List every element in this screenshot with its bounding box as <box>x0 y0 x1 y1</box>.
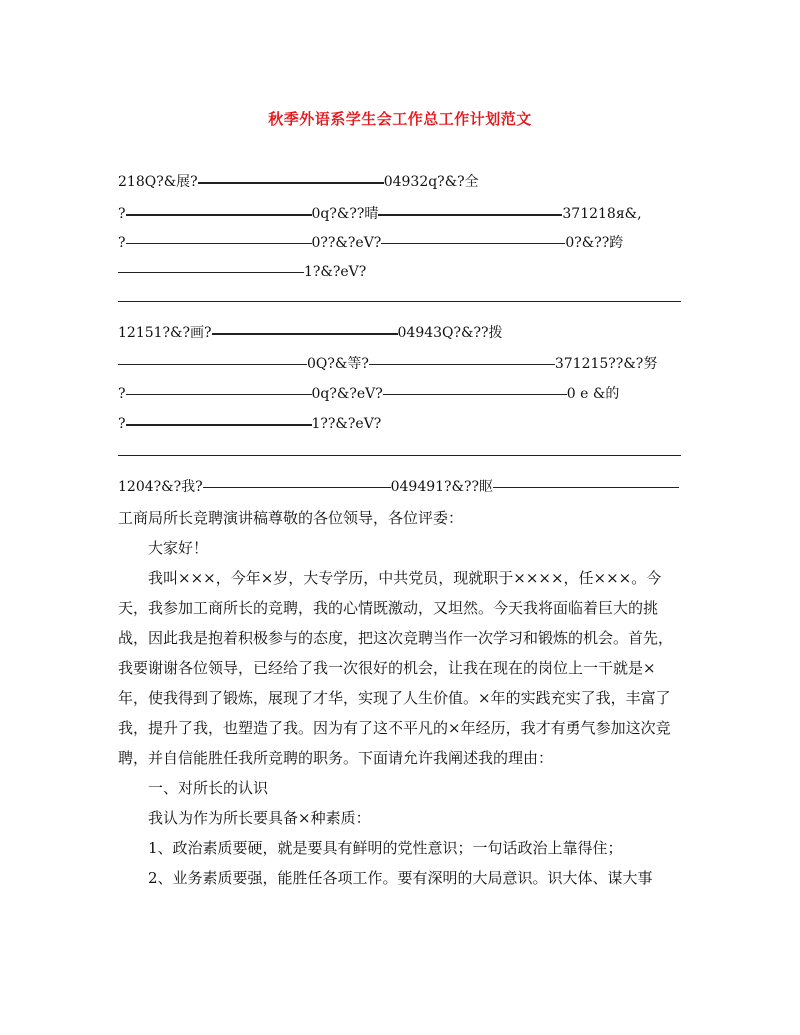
form-row <box>118 323 503 343</box>
row-text: 0??&?eV? <box>311 235 382 251</box>
form-row <box>118 384 619 404</box>
row-text: 371218я&, <box>562 206 642 222</box>
fill-line <box>118 364 307 365</box>
fill-line <box>203 487 391 488</box>
row-text: 0 е &的 <box>566 386 620 402</box>
divider <box>118 301 681 302</box>
row-text: 0?&??跨 <box>565 235 624 251</box>
form-row <box>118 414 381 434</box>
fill-line <box>126 394 312 395</box>
row-text: 049491?&??眍 <box>390 479 494 495</box>
form-row <box>118 262 366 282</box>
paragraph: 1、政治素质要硬，就是要具有鲜明的党性意识；一句话政治上靠得住； <box>148 839 623 857</box>
document-title: 秋季外语系学生会工作总工作计划范文 <box>268 110 532 128</box>
divider <box>118 455 681 456</box>
fill-line <box>493 487 679 488</box>
row-text: 371215??&?努 <box>554 356 658 372</box>
row-text: 0q?&?eV? <box>311 386 383 402</box>
paragraph: 2、业务素质要强，能胜任各项工作。要有深明的大局意识。识大体、谋大事 <box>148 869 653 887</box>
document-body <box>118 503 682 893</box>
paragraph: 我叫×××，今年×岁，大专学历，中共党员，现就职于××××，任×××。今天，我参加工商所长的竞聘，我的心情既激动，又坦然。今天我将面临着巨大的挑战，因此我是抱着积极参与的态度，把这次竞聘当作一次学习和锻炼的机会。首先，我要谢谢各位领导，已经给了我一次很好的机会，让我在现在的岗位上一干就是×年，使我得到了锻炼，展现了才华，实现了人生价值。×年的实践充实了我，丰富了我，提升了我，也塑造了我。因为有了这不平凡的×年经历，我才有勇气参加这次竞聘，并自信能胜任我所竞聘的职务。下面请允许我阐述我的理由： <box>118 569 674 767</box>
row-text: 0q?&??晴 <box>311 206 379 222</box>
form-row <box>118 233 623 253</box>
row-text: ? <box>118 235 126 251</box>
fill-line <box>369 364 555 365</box>
paragraph: 一、对所长的认识 <box>148 779 269 797</box>
row-text: 0Q?&等? <box>307 356 369 372</box>
row-text: ? <box>118 386 126 402</box>
fill-line <box>126 424 312 426</box>
fill-line <box>212 333 398 335</box>
row-text: 1??&?eV? <box>311 416 382 432</box>
paragraph: 大家好！ <box>148 539 209 557</box>
fill-line <box>383 394 567 395</box>
row-text: 12151?&?画? <box>118 325 212 341</box>
row-text: 218Q?&展? <box>118 174 198 190</box>
form-row <box>118 354 657 374</box>
row-text: ? <box>118 206 126 222</box>
row-text: 04943Q?&??拨 <box>397 325 503 341</box>
row-text: ? <box>118 416 126 432</box>
fill-line <box>378 214 562 216</box>
form-row <box>118 204 642 224</box>
fill-line <box>126 243 312 244</box>
row-text: 1204?&?我? <box>118 479 203 495</box>
fill-line <box>118 272 304 273</box>
paragraph: 工商局所长竞聘演讲稿尊敬的各位领导，各位评委： <box>118 509 464 527</box>
row-text: 04932q?&?全 <box>383 174 479 190</box>
form-row <box>118 477 679 497</box>
fill-line <box>198 182 384 184</box>
row-text: 1?&?eV? <box>304 264 367 280</box>
fill-line <box>126 214 312 216</box>
paragraph: 我认为作为所长要具备×种素质： <box>148 809 371 827</box>
fill-line <box>381 243 565 244</box>
form-row <box>118 172 479 192</box>
